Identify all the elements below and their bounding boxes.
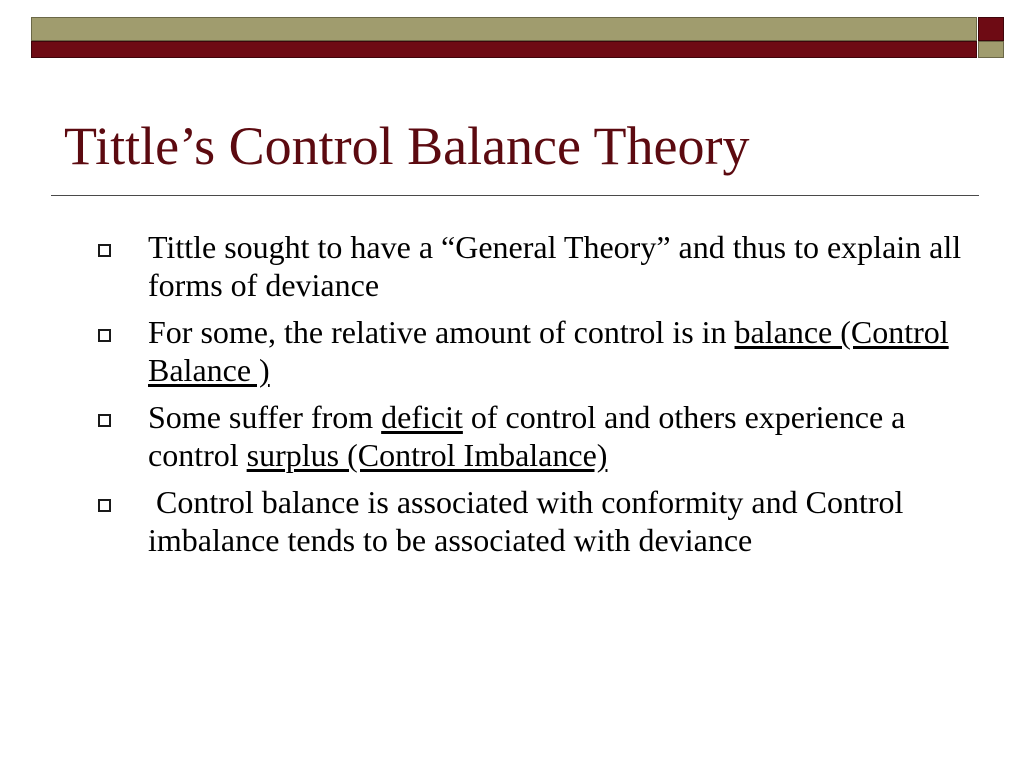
header-bar-maroon xyxy=(31,41,977,58)
bullet-underlined-text: deficit xyxy=(381,399,463,435)
bullet-text: of control and others experience a control xyxy=(148,399,906,473)
bullet-text: Tittle sought to have a “General Theory” and thus to explain all forms of deviance xyxy=(148,229,962,303)
hollow-square-bullet-icon xyxy=(98,244,111,257)
bullet-item xyxy=(98,228,998,304)
header-bar-olive xyxy=(31,17,977,41)
hollow-square-bullet-icon xyxy=(98,329,111,342)
bullet-item xyxy=(98,483,998,559)
bullet-text: For some, the relative amount of control is in xyxy=(148,314,735,350)
hollow-square-bullet-icon xyxy=(98,414,111,427)
header-corner-olive xyxy=(978,41,1004,58)
bullet-text: Control balance is associated with conformity and Control imbalance tends to be associated with deviance xyxy=(148,484,912,558)
bullet-list xyxy=(98,228,998,568)
hollow-square-bullet-icon xyxy=(98,499,111,512)
bullet-item xyxy=(98,398,998,474)
bullet-item xyxy=(98,313,998,389)
bullet-text: Some suffer from xyxy=(148,399,382,435)
bullet-underlined-text: surplus (Control Imbalance) xyxy=(246,437,608,473)
slide-title: Tittle’s Control Balance Theory xyxy=(64,116,750,176)
header-corner-maroon xyxy=(978,17,1004,41)
bullet-underlined-text: balance (Control Balance ) xyxy=(148,314,949,388)
title-divider xyxy=(51,195,979,196)
